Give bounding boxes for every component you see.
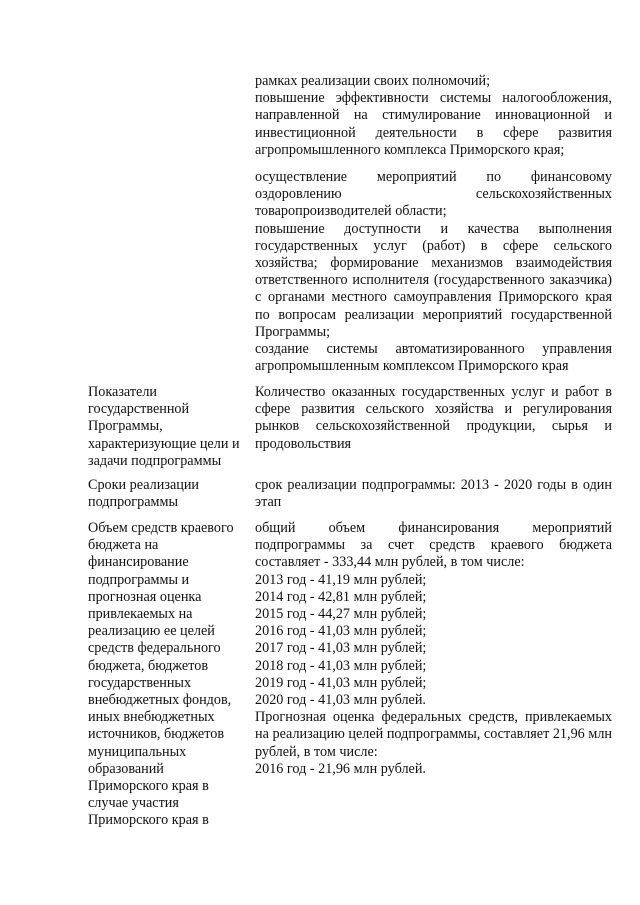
funding-year: 2013 год - 41,19 млн рублей; <box>255 571 427 588</box>
label-line: государственных <box>88 674 192 691</box>
funding-year: 2016 год - 41,03 млн рублей; <box>255 623 427 640</box>
label-line: бюджета на <box>88 537 159 554</box>
paragraph: осуществление мероприятий по финансовому оздоровлению сельскохозяйственных товаропроизводителей области; <box>255 169 612 220</box>
label-line: государственной <box>88 401 190 418</box>
label-line: характеризующие цели и <box>88 435 240 452</box>
federal-intro: Прогнозная оценка федеральных средств, привлекаемых на реализацию целей подпрограммы, составляет 21,96 млн рублей, в том числе: <box>255 709 612 760</box>
funding-intro: общий объем финансирования мероприятий подпрограммы за счет средств краевого бюджета составляет - 333,44 млн рублей, в том числе: <box>255 520 612 571</box>
funding-year: 2018 год - 41,03 млн рублей; <box>255 657 427 674</box>
label-line: образований <box>88 760 164 777</box>
label-line: Программы, <box>88 418 163 435</box>
indicators-content <box>255 384 612 453</box>
label-line: привлекаемых на <box>88 606 193 623</box>
indicators-label <box>88 384 250 470</box>
label-line: Объем средств краевого <box>88 520 234 536</box>
label-line: задачи подпрограммы <box>88 452 222 469</box>
paragraph: рамках реализации своих полномочий; <box>255 73 491 89</box>
federal-year: 2016 год - 21,96 млн рублей. <box>255 760 426 777</box>
label-line: иных внебюджетных <box>88 709 215 726</box>
label-line: Приморского края в <box>88 812 209 829</box>
label-line: подпрограммы <box>88 494 178 511</box>
label-line: Приморского края в <box>88 778 209 795</box>
paragraph: создание системы автоматизированного управления агропромышленным комплексом Приморского края <box>255 341 612 375</box>
funding-year: 2015 год - 44,27 млн рублей; <box>255 606 427 623</box>
label-line: бюджета, бюджетов <box>88 657 209 674</box>
label-line: случае участия <box>88 795 179 812</box>
funding-year: 2017 год - 41,03 млн рублей; <box>255 640 427 657</box>
funding-year: 2019 год - 41,03 млн рублей; <box>255 674 427 691</box>
label-line: прогнозная оценка <box>88 588 202 605</box>
funding-year: 2014 год - 42,81 млн рублей; <box>255 588 427 605</box>
label-line: внебюджетных фондов, <box>88 692 232 709</box>
terms-text: срок реализации подпрограммы: 2013 - 2020 годы в один этап <box>255 477 612 511</box>
terms-content <box>255 477 612 511</box>
funding-year: 2020 год - 41,03 млн рублей. <box>255 692 426 709</box>
terms-label <box>88 477 250 511</box>
label-line: финансирование <box>88 554 189 571</box>
label-line: Показатели <box>88 384 158 400</box>
label-line: средств федерального <box>88 640 221 657</box>
continuation-content <box>255 73 612 375</box>
label-line: источников, бюджетов <box>88 726 225 743</box>
label-line: Сроки реализации <box>88 477 200 493</box>
funding-content <box>255 520 612 778</box>
label-line: муниципальных <box>88 743 187 760</box>
paragraph: повышение эффективности системы налогообложения, направленной на стимулирование инновационной и инвестиционной деятельности в сфере развития агропромышленного комплекса Приморского края; <box>255 90 612 158</box>
label-line: реализацию ее целей <box>88 623 215 640</box>
funding-label <box>88 520 250 830</box>
indicators-text: Количество оказанных государственных услуг и работ в сфере развития сельского хозяйства и регулирования рынков сельскохозяйственной продукции, сырья и продовольствия <box>255 384 612 452</box>
paragraph: повышение доступности и качества выполнения государственных услуг (работ) в сфере сельского хозяйства; формирование механизмов взаимодействия ответственного исполнителя (государственного заказчика) с органами местного самоуправления Приморского края по вопросам реализации мероприятий государственной Программы; <box>255 220 612 340</box>
label-line: подпрограммы и <box>88 571 190 588</box>
